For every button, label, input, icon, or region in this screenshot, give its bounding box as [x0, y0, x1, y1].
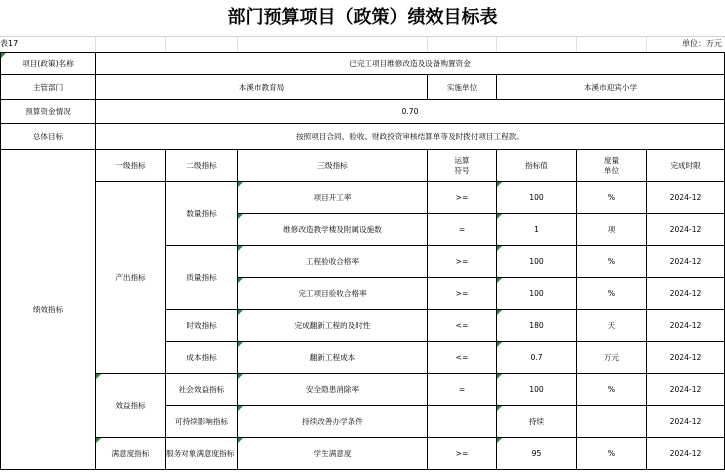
grid-line [576, 37, 577, 52]
row-name: 持续改善办学条件 [238, 406, 428, 438]
project-name-label: 项目(政策)名称 [1, 53, 96, 75]
grid-line [237, 37, 238, 52]
header-deadline: 完成时限 [647, 150, 725, 182]
row-deadline: 2024-12 [647, 182, 725, 214]
row-op [428, 406, 497, 438]
overall-goal-label: 总体目标 [1, 124, 96, 150]
row-op: <= [428, 342, 497, 374]
row-deadline: 2024-12 [647, 438, 725, 470]
row-op: >= [428, 278, 497, 310]
row-name: 完成翻新工程的及时性 [238, 310, 428, 342]
row-op: = [428, 214, 497, 246]
row-unit [577, 406, 647, 438]
row-deadline: 2024-12 [647, 310, 725, 342]
group-cost: 成本指标 [166, 342, 238, 374]
header-target: 指标值 [497, 150, 577, 182]
row-deadline: 2024-12 [647, 406, 725, 438]
row-unit: % [577, 182, 647, 214]
row-name: 安全隐患消除率 [238, 374, 428, 406]
row-op: >= [428, 182, 497, 214]
row-name: 学生满意度 [238, 438, 428, 470]
header-level3: 三级指标 [238, 150, 428, 182]
row-value: 100 [497, 278, 577, 310]
header-unit: 度量 单位 [577, 150, 647, 182]
row-unit: % [577, 278, 647, 310]
row-deadline: 2024-12 [647, 342, 725, 374]
row-op: <= [428, 310, 497, 342]
impl-unit-label: 实施单位 [428, 75, 497, 100]
budget-value: 0.70 [96, 100, 725, 124]
performance-table [0, 52, 725, 470]
sheet-grid-row [0, 36, 725, 52]
grid-line [95, 37, 96, 52]
row-unit: 项 [577, 214, 647, 246]
header-level2: 二级指标 [166, 150, 238, 182]
row-value: 100 [497, 246, 577, 278]
row-unit: % [577, 246, 647, 278]
row-unit: % [577, 374, 647, 406]
row-unit: 万元 [577, 342, 647, 374]
group-sustain: 可持续影响指标 [166, 406, 238, 438]
row-value: 100 [497, 374, 577, 406]
row-unit: 天 [577, 310, 647, 342]
dept-label: 主管部门 [1, 75, 96, 100]
row-value: 100 [497, 182, 577, 214]
dept-value: 本溪市教育局 [96, 75, 428, 100]
table-number: 表17 [0, 39, 19, 48]
row-deadline: 2024-12 [647, 246, 725, 278]
row-name: 翻新工程成本 [238, 342, 428, 374]
row-deadline: 2024-12 [647, 214, 725, 246]
group-timeliness: 时效指标 [166, 310, 238, 342]
group-social: 社会效益指标 [166, 374, 238, 406]
group-quantity: 数量指标 [166, 182, 238, 246]
impl-unit-value: 本溪市迎宾小学 [497, 75, 725, 100]
perf-indicator-label: 绩效指标 [1, 150, 96, 470]
group-quality: 质量指标 [166, 246, 238, 310]
row-name: 工程验收合格率 [238, 246, 428, 278]
group-benefit: 效益指标 [96, 374, 166, 438]
row-value: 1 [497, 214, 577, 246]
row-unit: % [577, 438, 647, 470]
group-output: 产出指标 [96, 182, 166, 374]
group-satisfaction: 满意度指标 [96, 438, 166, 470]
row-op: >= [428, 246, 497, 278]
grid-line [646, 37, 647, 52]
row-name: 项目开工率 [238, 182, 428, 214]
row-value: 0.7 [497, 342, 577, 374]
group-service: 服务对象满意度指标 [166, 438, 238, 470]
row-op: = [428, 374, 497, 406]
unit-label: 单位：万元 [682, 39, 722, 48]
grid-line [165, 37, 166, 52]
row-deadline: 2024-12 [647, 278, 725, 310]
header-level1: 一级指标 [96, 150, 166, 182]
row-value: 180 [497, 310, 577, 342]
row-value: 持续 [497, 406, 577, 438]
grid-line [427, 37, 428, 52]
budget-label: 预算资金情况 [1, 100, 96, 124]
overall-goal-value: 按照项目合同、验收、财政投资审核结算单等及时拨付项目工程款。 [96, 124, 725, 150]
row-deadline: 2024-12 [647, 374, 725, 406]
grid-line [496, 37, 497, 52]
header-op: 运算 符号 [428, 150, 497, 182]
row-op: >= [428, 438, 497, 470]
row-name: 维修改造教学楼及附属设施数 [238, 214, 428, 246]
page-title: 部门预算项目（政策）绩效目标表 [227, 7, 498, 28]
row-value: 95 [497, 438, 577, 470]
project-name-value: 已完工项目维修改造及设备购置资金 [96, 53, 725, 75]
row-name: 完工项目验收合格率 [238, 278, 428, 310]
